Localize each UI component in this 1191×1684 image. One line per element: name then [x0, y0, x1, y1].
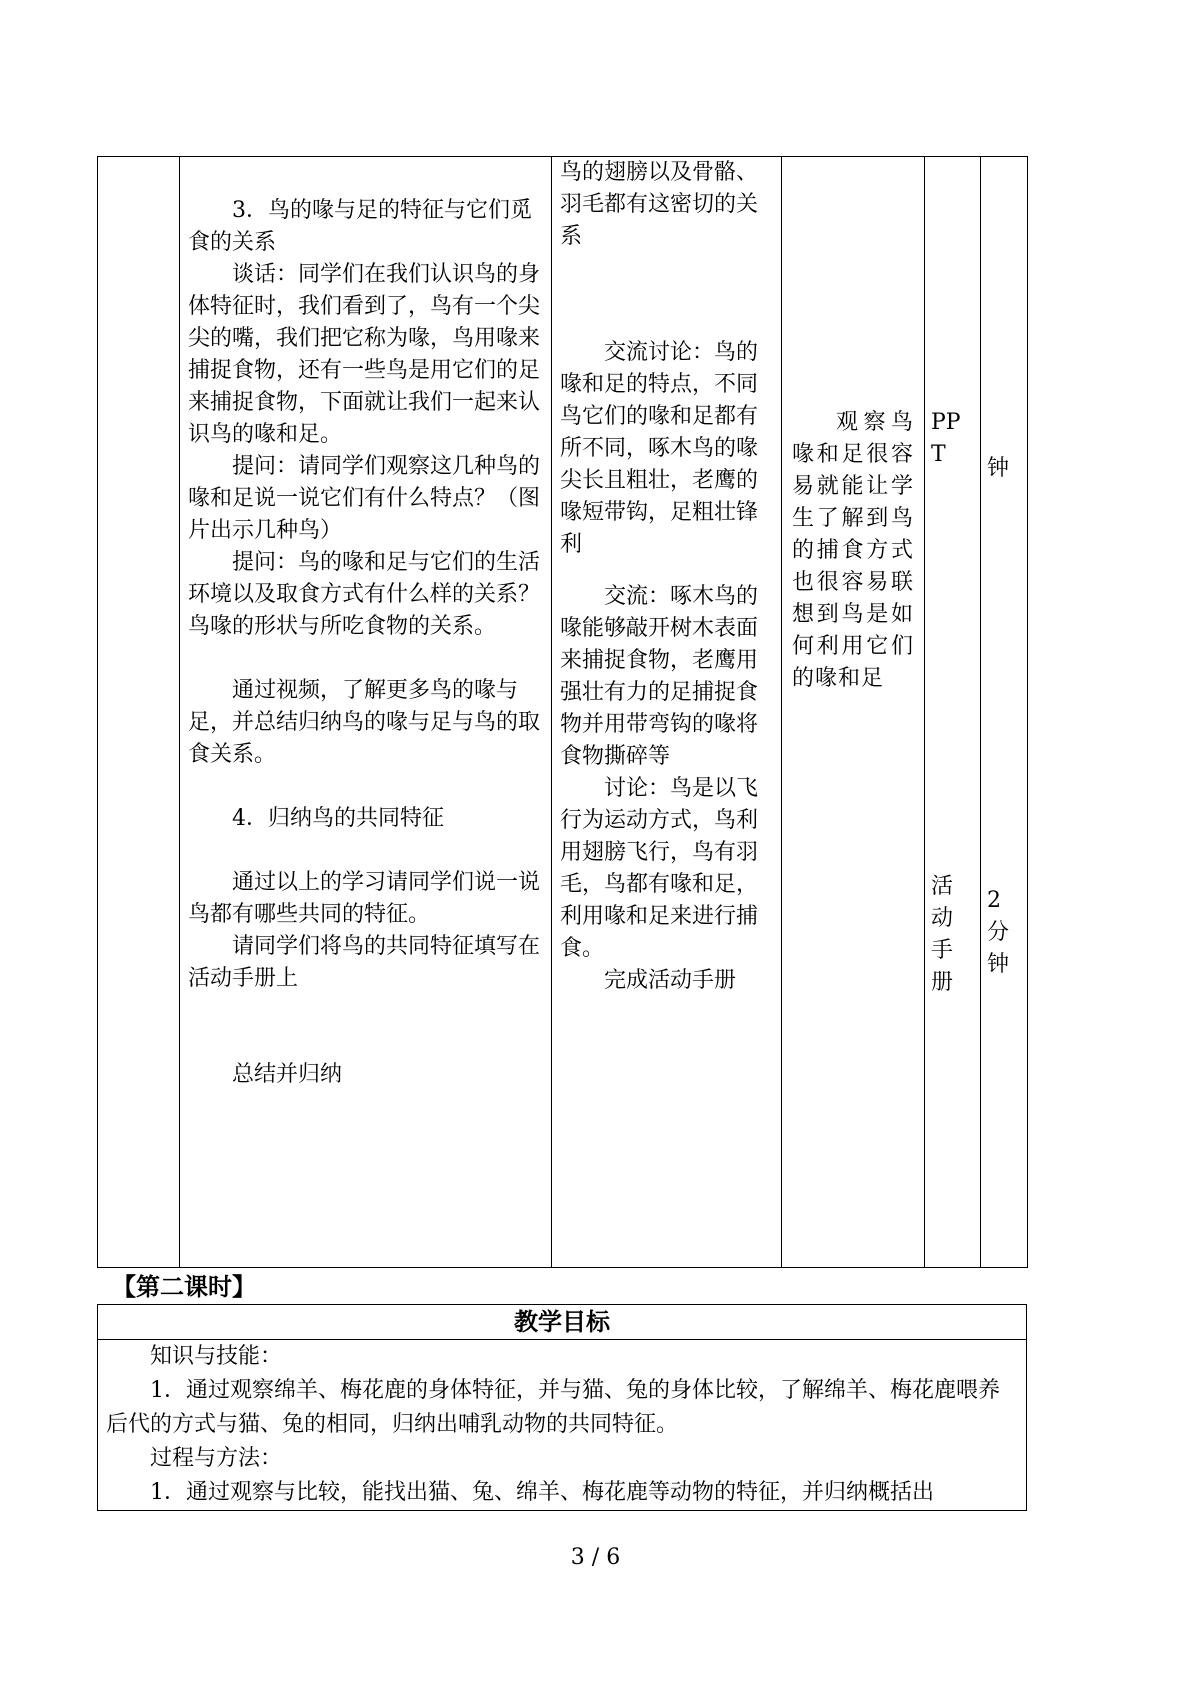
video-paragraph: 通过视频，了解更多鸟的喙与足，并总结归纳鸟的喙与足与鸟的取食关系。	[188, 678, 541, 767]
conclude-text: 总结并归纳	[232, 1062, 343, 1087]
question2-paragraph: 提问：鸟的喙和足与它们的生活环境以及取食方式有什么样的关系？鸟喙的形状与所吃食物的关系。	[188, 550, 541, 639]
process-item-1: 1．通过观察与比较，能找出猫、兔、绵羊、梅花鹿等动物的特征，并归纳概括出	[150, 1480, 934, 1505]
blank-stage-cell	[98, 157, 180, 1268]
process-label: 过程与方法：	[150, 1446, 283, 1471]
time-char-2: 分	[987, 920, 1010, 945]
time-char-3: 钟	[987, 952, 1010, 977]
wing-relation-text: 鸟的翅膀以及骨骼、羽毛都有这密切的关系	[560, 160, 759, 249]
talk-paragraph: 谈话：同学们在我们认识鸟的身体特征时，我们看到了，鸟有一个尖尖的嘴，我们把它称为喙，鸟用喙来捕捉食物，还有一些鸟是用它们的足来捕捉食物，下面就让我们一起来认识鸟的喙和足。	[188, 262, 541, 447]
resource-handbook-char-3: 手	[931, 938, 954, 963]
student-activity-cell	[552, 157, 782, 1268]
item4-title: 4．归纳鸟的共同特征	[232, 806, 444, 831]
resource-handbook-char-2: 动	[931, 906, 954, 931]
knowledge-item-1: 1．通过观察绵羊、梅花鹿的身体特征，并与猫、兔的身体比较，了解绵羊、梅花鹿喂养后代的方式与猫、兔的相同，归纳出哺乳动物的共同特征。	[106, 1378, 1000, 1437]
resource-handbook-char-1: 活	[931, 874, 954, 899]
discuss1-paragraph: 交流讨论：鸟的喙和足的特点，不同鸟它们的喙和足都有所不同，啄木鸟的喙尖长且粗壮，老鹰的喙短带钩，足粗壮锋利	[560, 340, 759, 557]
second-lesson-heading: 【第二课时】	[112, 1272, 256, 1301]
discuss2-paragraph: 讨论：鸟是以飞行为运动方式，鸟利用翅膀飞行，鸟有羽毛，鸟都有喙和足，利用喙和足来进行捕食。	[560, 776, 759, 961]
teaching-goals-table	[97, 1304, 1027, 1511]
exchange-paragraph: 交流：啄木鸟的喙能够敲开树木表面来捕捉食物，老鹰用强壮有力的足捕捉食物并用带弯钩的喙将食物撕碎等	[560, 584, 759, 769]
resource-ppt: PPT	[931, 410, 961, 467]
teacher-activity-cell	[180, 157, 552, 1268]
summary-prompt: 通过以上的学习请同学们说一说鸟都有哪些共同的特征。	[188, 870, 541, 927]
page-number: 3 / 6	[570, 1545, 621, 1570]
teaching-goals-title: 教学目标	[98, 1305, 1027, 1340]
fill-prompt: 请同学们将鸟的共同特征填写在活动手册上	[188, 934, 541, 991]
design-purpose-cell	[782, 157, 925, 1268]
teaching-goals-body	[98, 1340, 1027, 1511]
item3-title: 3．鸟的喙与足的特征与它们觅食的关系	[188, 198, 532, 255]
design-purpose-text: 观察鸟喙和足很容易就能让学生了解到鸟的捕食方式也很容易联想到鸟是如何利用它们的喙和足	[792, 410, 914, 691]
knowledge-label: 知识与技能：	[150, 1344, 283, 1369]
time-char-1: 2	[987, 888, 1001, 913]
question1-paragraph: 提问：请同学们观察这几种鸟的喙和足说一说它们有什么特点？（图片出示几种鸟）	[188, 454, 541, 543]
lesson-plan-table	[97, 156, 1028, 1268]
time-text-1: 钟	[987, 456, 1010, 481]
time-cell	[981, 157, 1028, 1268]
finish-text: 完成活动手册	[604, 968, 737, 993]
resource-cell	[925, 157, 981, 1268]
resource-handbook-char-4: 册	[931, 970, 954, 995]
